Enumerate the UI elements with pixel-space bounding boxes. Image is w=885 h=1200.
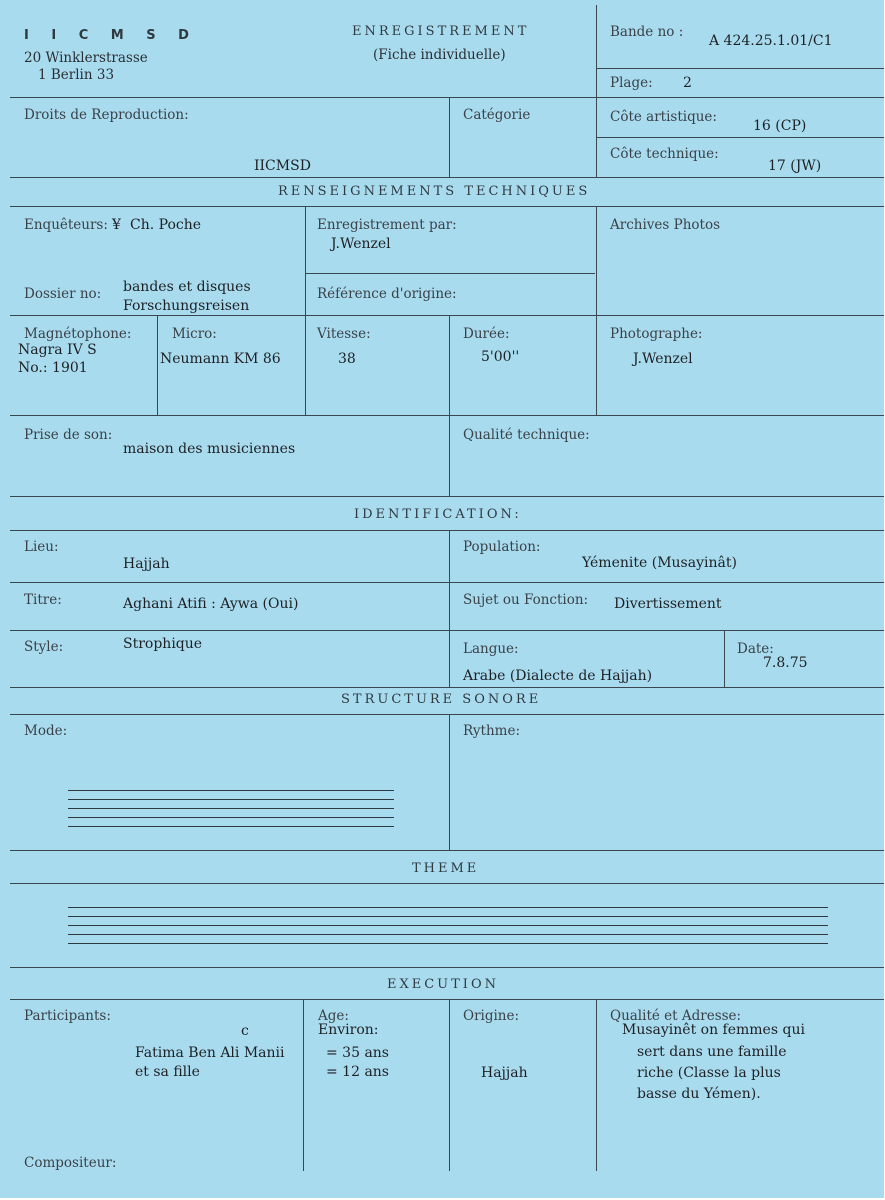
org-address-street: 20 Winklerstrasse <box>24 50 148 66</box>
lieu-value: Hajjah <box>123 556 170 572</box>
rule <box>10 530 884 531</box>
rule <box>10 415 884 416</box>
rule <box>10 582 884 583</box>
mode-label: Mode: <box>24 723 68 739</box>
lieu-label: Lieu: <box>24 539 59 555</box>
plage-value: 2 <box>683 75 692 91</box>
rule <box>449 97 450 177</box>
age-2: = 12 ans <box>326 1064 389 1080</box>
sujet-label: Sujet ou Fonction: <box>463 592 589 608</box>
rule <box>10 967 884 968</box>
date-value: 7.8.75 <box>763 655 808 671</box>
mode-writing-line <box>68 817 394 818</box>
age-environ: Environ: <box>318 1022 379 1038</box>
rule <box>449 714 450 850</box>
sujet-value: Divertissement <box>614 596 722 612</box>
vitesse-value: 38 <box>338 351 356 367</box>
prise-de-son-value: maison des musiciennes <box>123 441 296 457</box>
magnetophone-number: No.: 1901 <box>18 360 88 376</box>
origine-value: Hajjah <box>481 1065 528 1081</box>
section-title-identification: IDENTIFICATION: <box>354 507 522 522</box>
rule <box>10 687 884 688</box>
participants-label: Participants: <box>24 1008 111 1024</box>
org-name: I I C M S D <box>24 28 198 43</box>
micro-label: Micro: <box>172 326 217 342</box>
rule <box>10 177 884 178</box>
section-title-execution: EXECUTION <box>387 977 499 992</box>
vitesse-label: Vitesse: <box>317 326 371 342</box>
rule <box>596 999 597 1171</box>
dossier-value-line2: Forschungsreisen <box>123 298 250 314</box>
theme-writing-line <box>68 934 828 935</box>
enqueteurs-mark: ¥ <box>112 217 121 233</box>
magnetophone-label: Magnétophone: <box>24 326 132 342</box>
population-value: Yémenite (Musayinât) <box>582 555 737 571</box>
mode-writing-line <box>68 799 394 800</box>
qualite-adresse-line3: riche (Classe la plus <box>637 1065 781 1081</box>
rule <box>449 530 450 687</box>
langue-value: Arabe (Dialecte de Hajjah) <box>463 668 653 684</box>
rule <box>596 68 884 69</box>
plage-label: Plage: <box>610 75 653 91</box>
droits-value: IICMSD <box>254 158 311 174</box>
theme-writing-line <box>68 943 828 944</box>
rule <box>10 206 884 207</box>
age-1: = 35 ans <box>326 1045 389 1061</box>
archives-photos-label: Archives Photos <box>610 217 720 233</box>
rule <box>10 630 884 631</box>
droits-label: Droits de Reproduction: <box>24 107 189 123</box>
dossier-value-line1: bandes et disques <box>123 279 251 295</box>
population-label: Population: <box>463 539 541 555</box>
duree-label: Durée: <box>463 326 510 342</box>
enregistrement-value: J.Wenzel <box>331 236 391 252</box>
rule <box>596 5 597 177</box>
date-label: Date: <box>737 641 774 657</box>
theme-writing-line <box>68 925 828 926</box>
participants-mark: c <box>241 1023 249 1039</box>
section-title-structure: STRUCTURE SONORE <box>341 692 542 707</box>
rule <box>305 206 306 415</box>
rule <box>449 999 450 1171</box>
rule <box>449 415 450 496</box>
dossier-label: Dossier no: <box>24 286 102 302</box>
org-address-city: 1 Berlin 33 <box>38 67 115 83</box>
rule <box>10 999 884 1000</box>
style-value: Strophique <box>123 636 203 652</box>
enregistrement-label: Enregistrement par: <box>317 217 457 233</box>
rule <box>596 137 884 138</box>
prise-de-son-label: Prise de son: <box>24 427 113 443</box>
rule <box>10 97 884 98</box>
rule <box>157 315 158 415</box>
age-label: Age: <box>318 1008 349 1024</box>
origine-label: Origine: <box>463 1008 520 1024</box>
photographe-label: Photographe: <box>610 326 703 342</box>
magnetophone-model: Nagra IV S <box>18 342 97 358</box>
qualite-technique-label: Qualité technique: <box>463 427 590 443</box>
rule <box>303 999 304 1171</box>
qualite-adresse-line2: sert dans une famille <box>637 1044 787 1060</box>
enqueteurs-label: Enquêteurs: <box>24 217 108 233</box>
theme-writing-line <box>68 916 828 917</box>
titre-value: Aghani Atifi : Aywa (Oui) <box>123 596 299 612</box>
style-label: Style: <box>24 639 64 655</box>
bande-label: Bande no : <box>610 24 684 40</box>
micro-value: Neumann KM 86 <box>160 351 281 367</box>
rule <box>10 315 884 316</box>
rule <box>10 714 884 715</box>
mode-writing-line <box>68 790 394 791</box>
participant-1: Fatima Ben Ali Manii <box>135 1045 285 1061</box>
rythme-label: Rythme: <box>463 723 521 739</box>
section-title-technical: RENSEIGNEMENTS TECHNIQUES <box>278 184 591 199</box>
rule <box>10 850 884 851</box>
duree-value: 5'00'' <box>481 349 520 365</box>
form-title: ENREGISTREMENT <box>352 24 530 39</box>
cote-artistique-label: Côte artistique: <box>610 109 717 125</box>
qualite-adresse-line4: basse du Yémen). <box>637 1086 761 1102</box>
rule <box>724 630 725 687</box>
mode-writing-line <box>68 808 394 809</box>
mode-writing-line <box>68 826 394 827</box>
cote-artistique-value: 16 (CP) <box>753 118 807 134</box>
qualite-adresse-line1: Musayinêt on femmes qui <box>622 1022 805 1038</box>
compositeur-label: Compositeur: <box>24 1155 117 1171</box>
qualite-adresse-label: Qualité et Adresse: <box>610 1008 742 1024</box>
participant-2: et sa fille <box>135 1064 200 1080</box>
langue-label: Langue: <box>463 641 519 657</box>
bande-value: A 424.25.1.01/C1 <box>709 33 833 49</box>
section-title-theme: THEME <box>412 861 480 876</box>
categorie-label: Catégorie <box>463 107 531 123</box>
rule <box>10 496 884 497</box>
reference-label: Référence d'origine: <box>317 286 457 302</box>
theme-writing-line <box>68 907 828 908</box>
cote-technique-value: 17 (JW) <box>768 158 822 174</box>
rule <box>596 206 597 415</box>
rule <box>305 273 595 274</box>
rule <box>10 883 884 884</box>
form-subtitle: (Fiche individuelle) <box>373 47 506 63</box>
rule <box>449 315 450 415</box>
titre-label: Titre: <box>24 592 62 608</box>
enqueteurs-value: Ch. Poche <box>130 217 202 233</box>
cote-technique-label: Côte technique: <box>610 146 719 162</box>
photographe-value: J.Wenzel <box>633 351 693 367</box>
